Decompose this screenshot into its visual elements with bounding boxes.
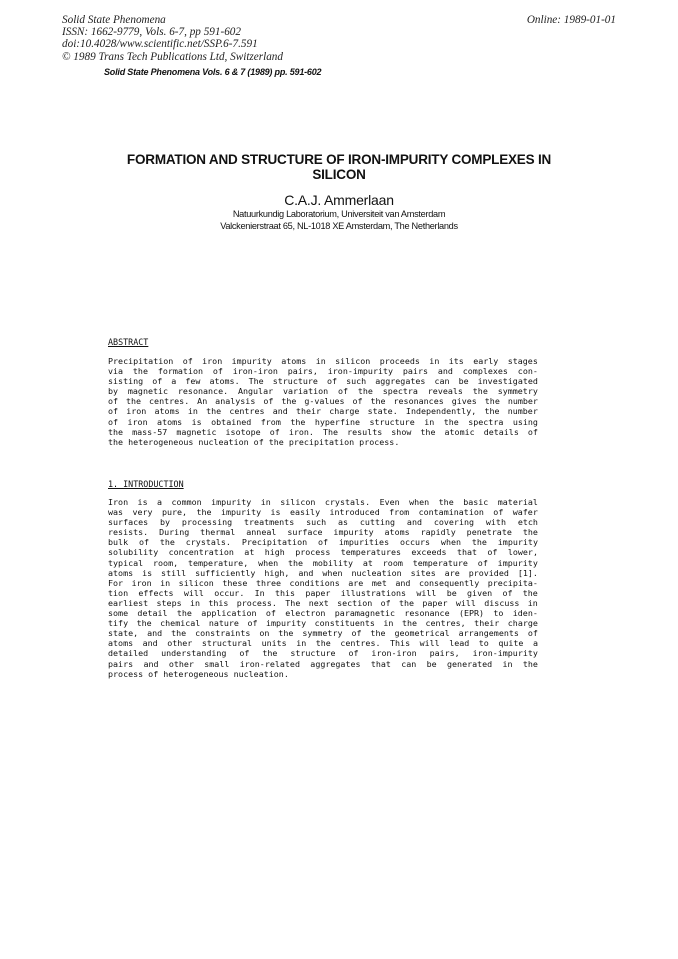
author-affiliation (100, 209, 578, 232)
title-line: FORMATION AND STRUCTURE OF IRON-IMPURITY COMPLEXES IN (126, 152, 552, 167)
text-line: For iron in silicon these three conditions are met and consequently precipita- (108, 577, 538, 588)
online-date: Online: 1989-01-01 (526, 14, 616, 26)
affiliation-line: Valckenierstraat 65, NL-1018 XE Amsterdam, The Netherlands (220, 220, 458, 231)
paper-title (100, 153, 578, 182)
text-line: Iron is a common impurity in silicon crystals. Even when the basic material (108, 497, 538, 507)
text-line: surfaces by processing treatments such as cutting and covering with etch (108, 517, 538, 528)
text-line: some detail the application of electron paramagnetic resonance (EPR) to iden- (108, 608, 538, 619)
text-line: state, and the constraints on the symmetry of the geometrical arrangements of (108, 628, 538, 639)
text-line: earliest steps in this process. The next section of the paper will discuss in (108, 597, 538, 608)
text-line: tion effects will occur. In this paper illustrations will be given of the (108, 587, 538, 598)
abstract-body (108, 356, 538, 447)
text-line: atoms is still sufficiently high, and when nucleation sites are provided [1]. (108, 567, 538, 578)
publication-metadata (62, 14, 283, 63)
issn-line: ISSN: 1662-9779, Vols. 6-7, pp 591-602 (62, 26, 241, 39)
text-line: by magnetic resonance. Angular variation of the spectra reveals the symmetry (108, 386, 538, 397)
text-line: process of heterogeneous nucleation. (108, 668, 289, 679)
text-line: pairs and other small iron-related aggregates that can be generated in the (108, 658, 538, 669)
introduction-heading: 1. INTRODUCTION (108, 479, 184, 489)
abstract-heading: ABSTRACT (108, 337, 149, 347)
affiliation-line: Natuurkundig Laboratorium, Universiteit van Amsterdam (232, 209, 446, 219)
text-line: bulk of the crystals. Precipitation of impurities occurs when the impurity (108, 537, 538, 548)
text-line: Precipitation of iron impurity atoms in silicon proceeds in its early stages (108, 356, 538, 366)
text-line: solubility concentration at high process temperatures exceeds that of lower, (108, 547, 538, 558)
doi-line: doi:10.4028/www.scientific.net/SSP.6-7.591 (62, 38, 258, 51)
text-line: typical room, temperature, when the mobility at room temperature of impurity (108, 557, 538, 568)
journal-reference: Solid State Phenomena Vols. 6 & 7 (1989) pp. 591-602 (104, 67, 322, 77)
text-line: via the formation of iron-iron pairs, iron-impurity pairs and complexes con- (108, 366, 538, 377)
text-line: was very pure, the impurity is easily introduced from contamination of wafer (108, 507, 538, 518)
journal-name: Solid State Phenomena (62, 14, 166, 26)
author-name: C.A.J. Ammerlaan (284, 192, 394, 208)
text-line: detailed understanding of the structure of iron-iron pairs, iron-impurity (108, 648, 538, 659)
text-line: of iron atoms is obtained from the hyperfine structure in the spectra using (108, 416, 538, 427)
title-line: SILICON (312, 166, 366, 182)
text-line: sisting of a few atoms. The structure of such aggregates can be investigated (108, 376, 538, 387)
text-line: resists. During thermal anneal surface impurity atoms rapidly penetrate the (108, 527, 538, 538)
text-line: the heterogeneous nucleation of the precipitation process. (108, 436, 400, 447)
text-line: tify the chemical nature of impurity constituents in the centres, their charge (108, 618, 538, 629)
copyright-line: © 1989 Trans Tech Publications Ltd, Switzerland (62, 50, 283, 63)
text-line: the mass-57 magnetic isotope of iron. The results show the atomic details of (108, 426, 538, 437)
text-line: of the centres. An analysis of the g-values of the resonances gives the number (108, 396, 538, 407)
text-line: atoms and other structural units in the centres. This will lead to quite a (108, 638, 538, 649)
text-line: of iron atoms in the centres and their charge state. Independently, the number (108, 406, 538, 417)
introduction-body (108, 497, 538, 679)
